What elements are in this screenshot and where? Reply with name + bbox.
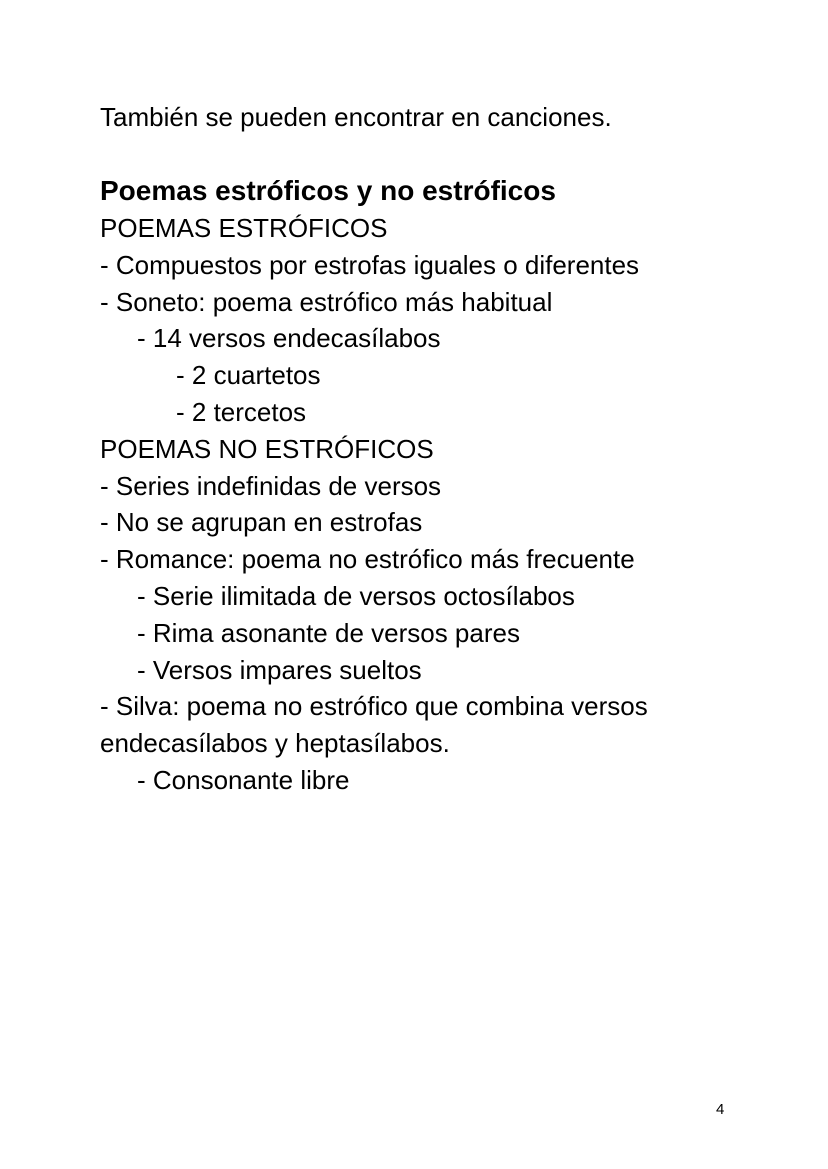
list-item: - No se agrupan en estrofas xyxy=(100,507,423,538)
page-number: 4 xyxy=(716,1101,725,1118)
list-item: - Series indefinidas de versos xyxy=(100,470,442,501)
list-item: - Consonante libre xyxy=(137,764,350,795)
list-item: - Versos impares sueltos xyxy=(137,654,422,685)
list-item: - Soneto: poema estrófico más habitual xyxy=(100,286,553,317)
list-item: - Rima asonante de versos pares xyxy=(137,617,520,648)
list-item: - 2 cuartetos xyxy=(176,360,321,391)
list-item: - Romance: poema no estrófico más frecuente xyxy=(100,544,635,575)
subsection-title-no-estroficos: POEMAS NO ESTRÓFICOS xyxy=(100,433,434,464)
intro-text: También se pueden encontrar en canciones. xyxy=(100,102,612,132)
list-item: - 2 tercetos xyxy=(176,396,307,427)
list-item: - Compuestos por estrofas iguales o diferentes xyxy=(100,249,640,280)
section-heading: Poemas estróficos y no estróficos xyxy=(100,175,556,206)
list-item: - Silva: poema no estrófico que combina versos endecasílabos y heptasílabos. xyxy=(100,691,648,759)
list-item: - 14 versos endecasílabos xyxy=(137,323,441,354)
list-item: - Serie ilimitada de versos octosílabos xyxy=(137,580,575,611)
content-section xyxy=(100,172,740,799)
subsection-title-estroficos: POEMAS ESTRÓFICOS xyxy=(100,213,388,243)
